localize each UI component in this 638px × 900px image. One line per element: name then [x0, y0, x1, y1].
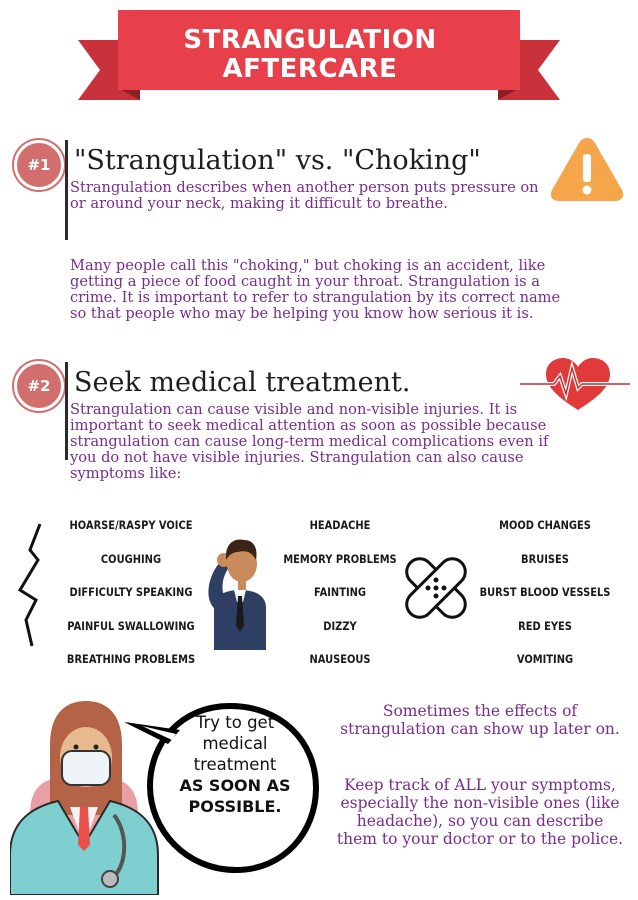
- symptom-item: BURST BLOOD VESSELS: [479, 585, 611, 599]
- symptom-item: COUGHING: [100, 552, 162, 566]
- section-divider-bar: [65, 362, 68, 460]
- symptom-item: DIZZY: [323, 619, 357, 633]
- symptom-item: HOARSE/RASPY VOICE: [69, 518, 193, 532]
- symptom-item: VOMITING: [516, 652, 574, 666]
- symptom-item: FAINTING: [313, 585, 367, 599]
- section-1-paragraph-1: Strangulation describes when another person puts pressure on or around your neck, making it difficult to breathe.: [70, 179, 539, 212]
- bubble-text: Try to get medical treatment AS SOON AS POSSIBLE.: [179, 713, 291, 816]
- banner-title: STRANGULATION AFTERCARE: [183, 25, 437, 84]
- symptom-item: RED EYES: [518, 619, 572, 633]
- section-divider-bar: [65, 140, 68, 240]
- later-effects-paragraph-1: Sometimes the effects of strangulation can show up later on.: [340, 702, 620, 738]
- section-1-heading: "Strangulation" vs. "Choking": [74, 145, 481, 176]
- section-number-badge: #2: [14, 361, 64, 411]
- heartbeat-icon: [520, 356, 630, 416]
- symptom-item: PAINFUL SWALLOWING: [67, 619, 195, 633]
- bandage-icon: [396, 548, 476, 628]
- title-banner: [0, 0, 638, 110]
- symptom-item: NAUSEOUS: [309, 652, 371, 666]
- section-2-paragraph: Strangulation can cause visible and non-visible injuries. It is important to seek medical attention as soon as possible because strangulation can cause long-term medical complications even if you do not have visible injuries. Strangulation can also cause symptoms like:: [70, 401, 549, 482]
- warning-icon: [548, 134, 626, 204]
- person-headache-icon: [200, 530, 280, 650]
- symptom-item: HEADACHE: [309, 518, 371, 532]
- symptom-item: MEMORY PROBLEMS: [283, 552, 397, 566]
- later-effects-paragraph-2: Keep track of ALL your symptoms, especially the non-visible ones (like headache), so you can describe them to your doctor or to the police.: [336, 776, 624, 848]
- symptom-item: BRUISES: [521, 552, 569, 566]
- symptom-item: DIFFICULTY SPEAKING: [69, 585, 193, 599]
- section-number-badge: #1: [14, 140, 64, 190]
- section-2-heading: Seek medical treatment.: [74, 367, 411, 398]
- voice-strain-icon: [14, 520, 44, 650]
- symptom-item: MOOD CHANGES: [499, 518, 591, 532]
- symptom-item: BREATHING PROBLEMS: [66, 652, 196, 666]
- section-1-paragraph-2: Many people call this "choking," but choking is an accident, like getting a piece of food caught in your throat. Strangulation is a crime. It is important to refer to strangulation by its correct name so that people who may be helping you know how serious it is.: [70, 257, 561, 322]
